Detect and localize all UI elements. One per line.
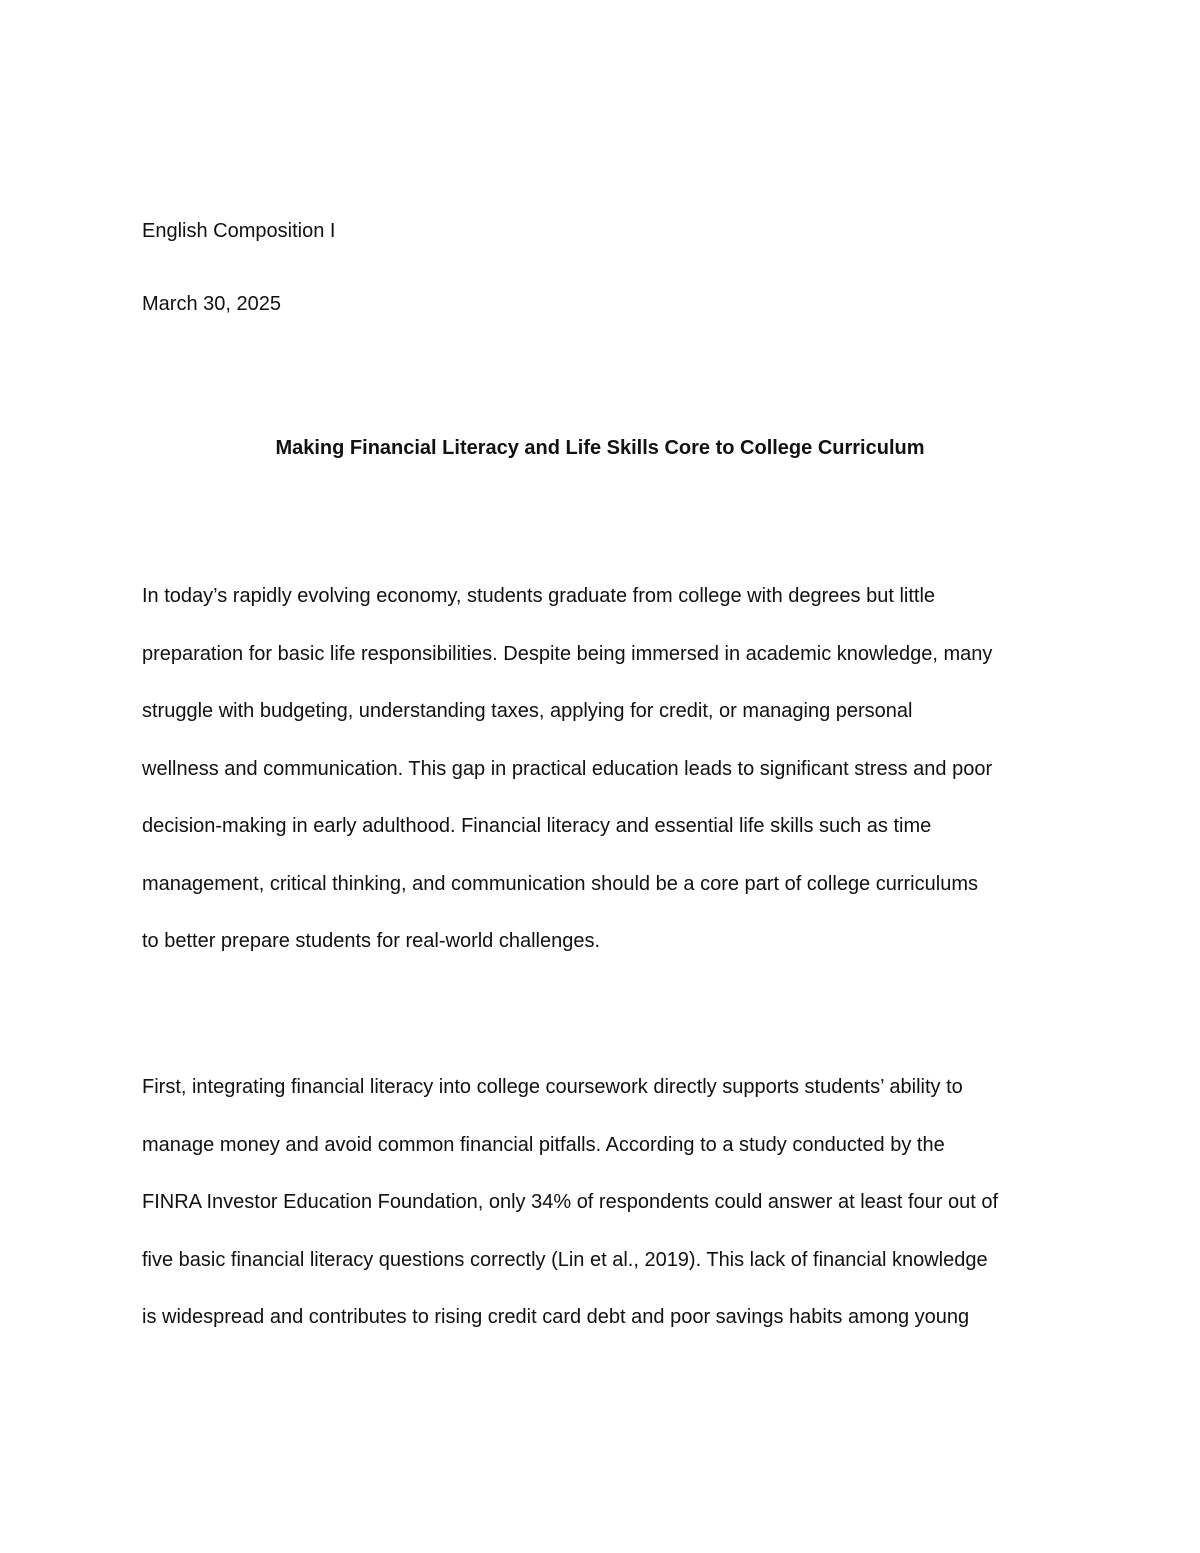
paragraph-line: struggle with budgeting, understanding taxes, applying for credit, or managing personal [142, 700, 913, 722]
paragraph-line: manage money and avoid common financial pitfalls. According to a study conducted by the [142, 1134, 945, 1156]
paragraph-line: wellness and communication. This gap in practical education leads to significant stress and poor [142, 758, 993, 780]
paragraph-line: decision-making in early adulthood. Financial literacy and essential life skills such as time [142, 815, 932, 837]
paragraph-line: First, integrating financial literacy into college coursework directly supports students’ ability to [142, 1076, 963, 1098]
paragraph-line: five basic financial literacy questions correctly (Lin et al., 2019). This lack of financial knowledge [142, 1249, 988, 1271]
paragraph-line: FINRA Investor Education Foundation, only 34% of respondents could answer at least four out of [142, 1191, 999, 1213]
paragraph-line: management, critical thinking, and communication should be a core part of college curriculums [142, 873, 978, 895]
essay-title: Making Financial Literacy and Life Skills Core to College Curriculum [275, 437, 925, 459]
paragraph-line: to better prepare students for real-world challenges. [142, 930, 601, 952]
paragraph-line: is widespread and contributes to rising credit card debt and poor savings habits among young [142, 1306, 970, 1328]
document-date: March 30, 2025 [142, 293, 281, 315]
course-name: English Composition I [142, 220, 336, 242]
paragraph-line: preparation for basic life responsibilities. Despite being immersed in academic knowledge, many [142, 643, 993, 665]
paragraph-line: In today’s rapidly evolving economy, students graduate from college with degrees but little [142, 585, 936, 607]
